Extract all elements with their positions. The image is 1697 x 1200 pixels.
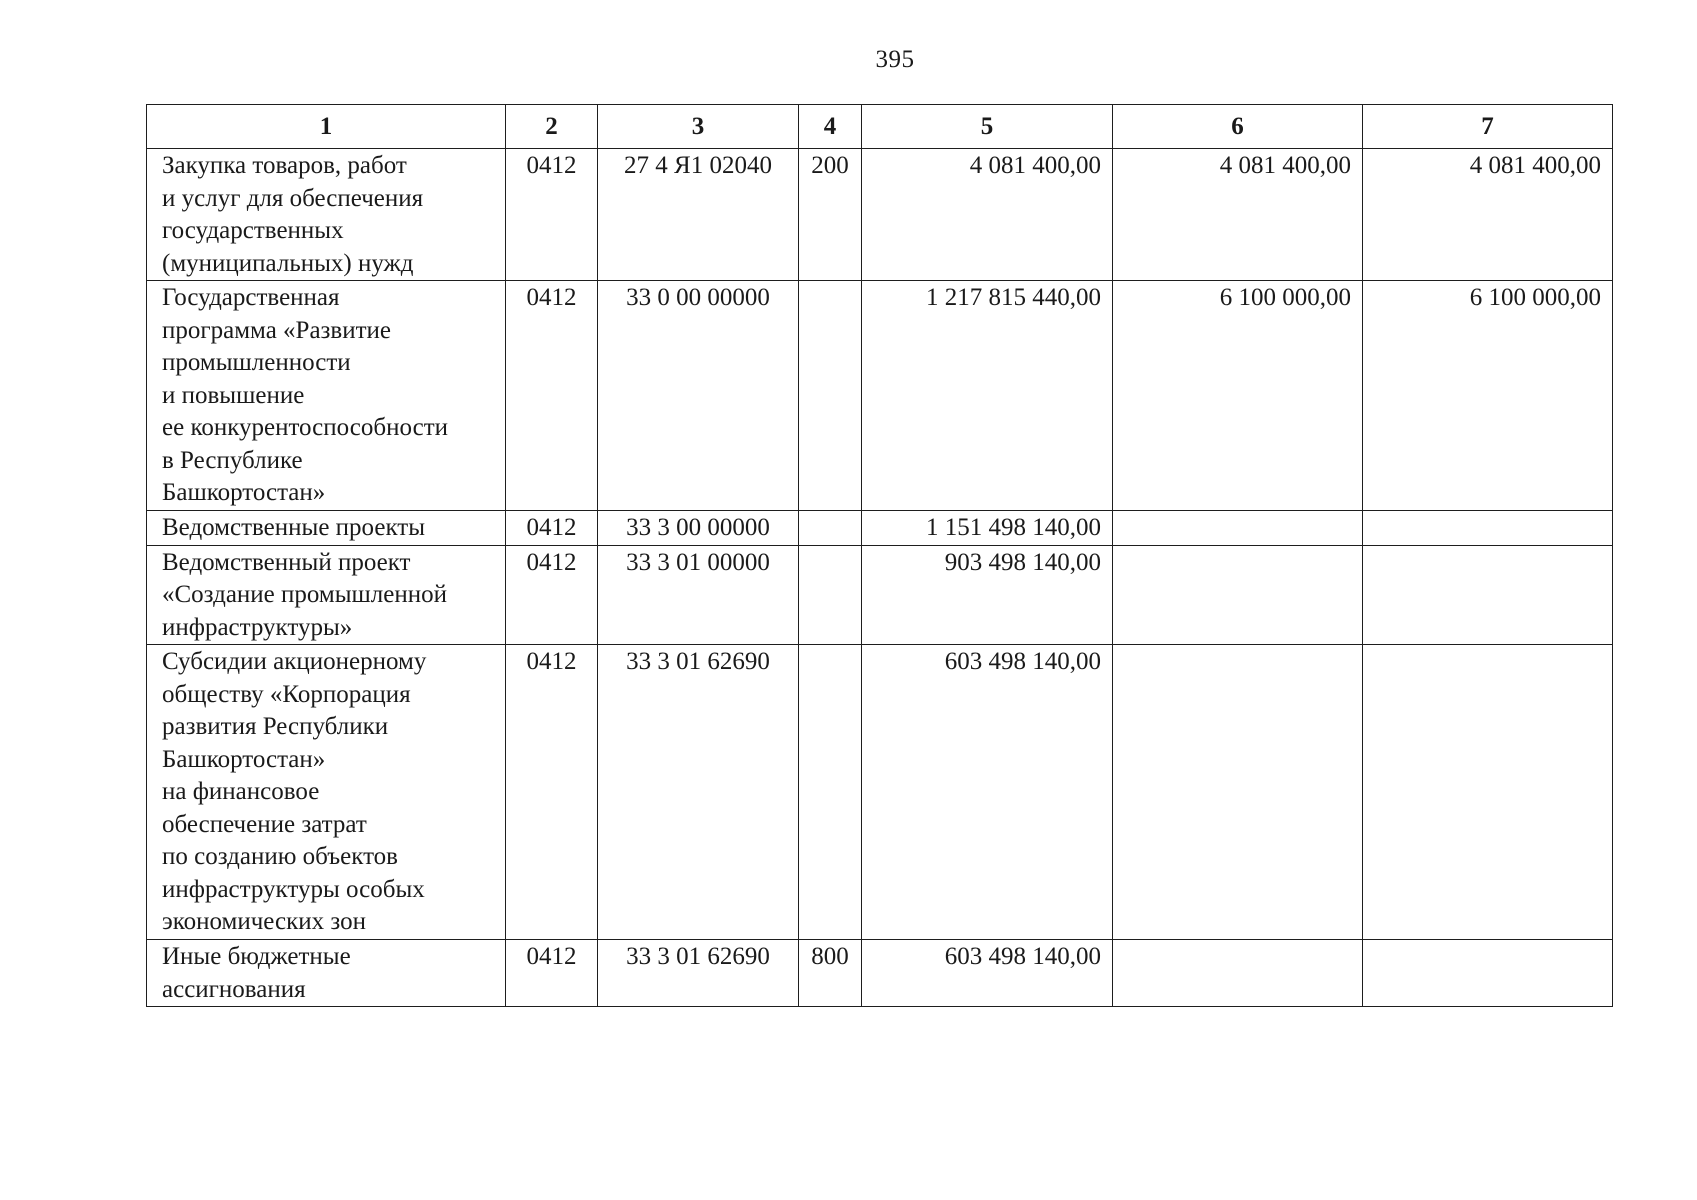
header-col-5: 5	[862, 105, 1113, 149]
row-expense-type	[799, 281, 862, 511]
header-col-7: 7	[1363, 105, 1613, 149]
header-row	[147, 105, 1613, 149]
row-name: Ведомственные проекты	[147, 511, 506, 546]
row-amount-col5: 1 217 815 440,00	[862, 281, 1113, 511]
row-section-code: 0412	[506, 511, 598, 546]
row-expense-type: 800	[799, 940, 862, 1007]
row-amount-col6: 6 100 000,00	[1113, 281, 1363, 511]
row-expense-type	[799, 645, 862, 940]
row-target-code: 33 3 00 00000	[598, 511, 799, 546]
row-expense-type	[799, 511, 862, 546]
row-expense-type	[799, 545, 862, 645]
budget-table	[146, 104, 1613, 1007]
row-amount-col6: 4 081 400,00	[1113, 149, 1363, 281]
header-col-3: 3	[598, 105, 799, 149]
row-target-code: 33 3 01 00000	[598, 545, 799, 645]
row-section-code: 0412	[506, 645, 598, 940]
row-target-code: 27 4 Я1 02040	[598, 149, 799, 281]
row-amount-col7: 4 081 400,00	[1363, 149, 1613, 281]
row-amount-col6	[1113, 940, 1363, 1007]
header-col-1: 1	[147, 105, 506, 149]
row-target-code: 33 3 01 62690	[598, 940, 799, 1007]
header-col-2: 2	[506, 105, 598, 149]
row-target-code: 33 3 01 62690	[598, 645, 799, 940]
row-amount-col6	[1113, 511, 1363, 546]
page-number: 395	[875, 46, 915, 73]
row-name: Закупка товаров, работ и услуг для обеспечения государственных (муниципальных) нужд	[147, 149, 506, 281]
row-expense-type: 200	[799, 149, 862, 281]
table-row	[147, 940, 1613, 1007]
row-section-code: 0412	[506, 545, 598, 645]
row-name: Иные бюджетные ассигнования	[147, 940, 506, 1007]
row-name: Государственная программа «Развитие промышленности и повышение ее конкурентоспособности в Республике Башкортостан»	[147, 281, 506, 511]
table-row	[147, 511, 1613, 546]
header-col-4: 4	[799, 105, 862, 149]
row-section-code: 0412	[506, 281, 598, 511]
row-amount-col7	[1363, 940, 1613, 1007]
row-amount-col6	[1113, 645, 1363, 940]
row-amount-col6	[1113, 545, 1363, 645]
row-amount-col5: 603 498 140,00	[862, 940, 1113, 1007]
row-amount-col5: 1 151 498 140,00	[862, 511, 1113, 546]
row-amount-col5: 4 081 400,00	[862, 149, 1113, 281]
row-amount-col7	[1363, 511, 1613, 546]
table-row	[147, 149, 1613, 281]
table-row	[147, 281, 1613, 511]
row-amount-col7	[1363, 645, 1613, 940]
row-name: Субсидии акционерному обществу «Корпорация развития Республики Башкортостан» на финансовое обеспечение затрат по созданию объектов инфраструктуры особых экономических зон	[147, 645, 506, 940]
row-amount-col5: 603 498 140,00	[862, 645, 1113, 940]
row-section-code: 0412	[506, 940, 598, 1007]
header-col-6: 6	[1113, 105, 1363, 149]
row-name: Ведомственный проект «Создание промышленной инфраструктуры»	[147, 545, 506, 645]
row-amount-col7	[1363, 545, 1613, 645]
row-amount-col5: 903 498 140,00	[862, 545, 1113, 645]
table-row	[147, 645, 1613, 940]
row-target-code: 33 0 00 00000	[598, 281, 799, 511]
row-amount-col7: 6 100 000,00	[1363, 281, 1613, 511]
row-section-code: 0412	[506, 149, 598, 281]
table-row	[147, 545, 1613, 645]
